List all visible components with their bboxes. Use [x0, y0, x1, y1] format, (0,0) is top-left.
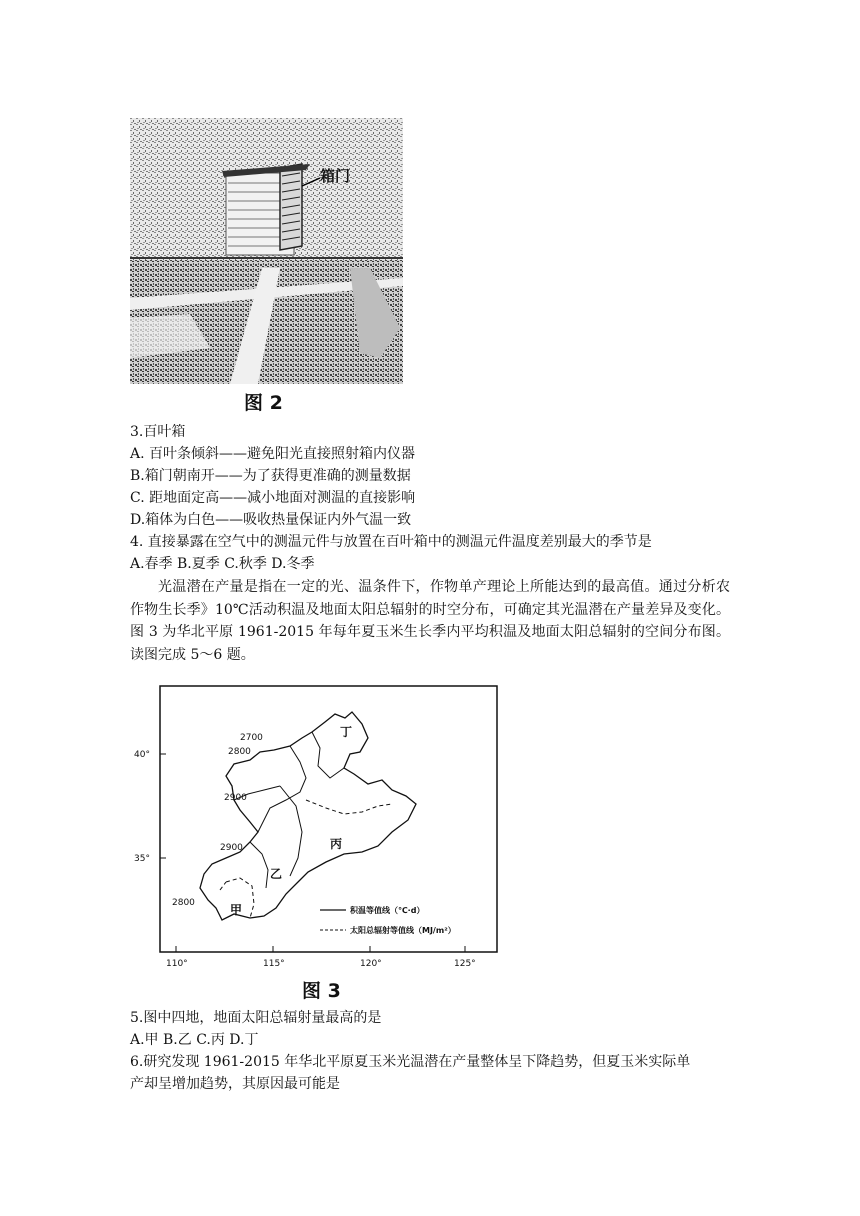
isoline-label-2800-south: 2800 [172, 898, 195, 908]
question-3-option-a: A. 百叶条倾斜——避免阳光直接照射箱内仪器 [130, 446, 416, 462]
reading-passage: 光温潜在产量是指在一定的光、温条件下，作物单产理论上所能达到的最高值。通过分析农作物生长季》10℃活动积温及地面太阳总辐射的时空分布，可确定其光温潜在产量差异及变化。图 3 为华北平原 1961-2015 年每年夏玉米生长季内平均积温及地面太阳总辐射的空间分布图。读图完成 5～6 题。 [130, 579, 730, 663]
question-6-stem-line-1: 6.研究发现 1961-2015 年华北平原夏玉米光温潜在产量整体呈下降趋势，但夏玉米实际单 [130, 1054, 691, 1070]
question-6-stem-line-2: 产却呈增加趋势，其原因最可能是 [130, 1076, 340, 1092]
figure-3-caption: 图 3 [302, 980, 341, 1002]
legend-accumulated-temperature: 积温等值线（℃·d） [350, 906, 425, 915]
isoline-label-2700: 2700 [240, 733, 263, 743]
question-5-stem: 5.图中四地，地面太阳总辐射量最高的是 [130, 1010, 382, 1026]
question-3-option-d: D.箱体为白色——吸收热量保证内外气温一致 [130, 512, 412, 528]
figure-3-map [130, 682, 510, 972]
question-5-options: A.甲 B.乙 C.丙 D.丁 [130, 1032, 259, 1048]
isoline-label-2900-north: 2900 [224, 793, 247, 803]
place-bing: 丙 [330, 837, 343, 851]
isoline-label-2900-south: 2900 [220, 843, 243, 853]
lon-label-115: 115° [263, 959, 285, 969]
lon-label-125: 125° [454, 959, 476, 969]
legend-solar-radiation: 太阳总辐射等值线（MJ/m²） [350, 926, 456, 935]
isoline-label-2800-north: 2800 [228, 747, 251, 757]
place-ding: 丁 [340, 725, 353, 739]
lon-label-110: 110° [166, 959, 188, 969]
place-jia: 甲 [230, 903, 243, 917]
question-3-option-c: C. 距地面定高——减小地面对测温的直接影响 [130, 490, 416, 506]
lat-label-40: 40° [134, 750, 150, 760]
question-3-option-b: B.箱门朝南开——为了获得更准确的测量数据 [130, 468, 411, 484]
lat-label-35: 35° [134, 854, 150, 864]
place-yi: 乙 [270, 867, 283, 881]
figure-2-photo [130, 118, 403, 384]
question-4-stem: 4. 直接暴露在空气中的测温元件与放置在百叶箱中的测温元件温度差别最大的季节是 [130, 534, 652, 550]
figure-2-caption: 图 2 [244, 392, 283, 414]
lon-label-120: 120° [360, 959, 382, 969]
question-3-stem: 3.百叶箱 [130, 424, 186, 440]
question-4-options: A.春季 B.夏季 C.秋季 D.冬季 [130, 556, 315, 572]
figure-2-box-door-label: 箱门 [320, 167, 351, 185]
